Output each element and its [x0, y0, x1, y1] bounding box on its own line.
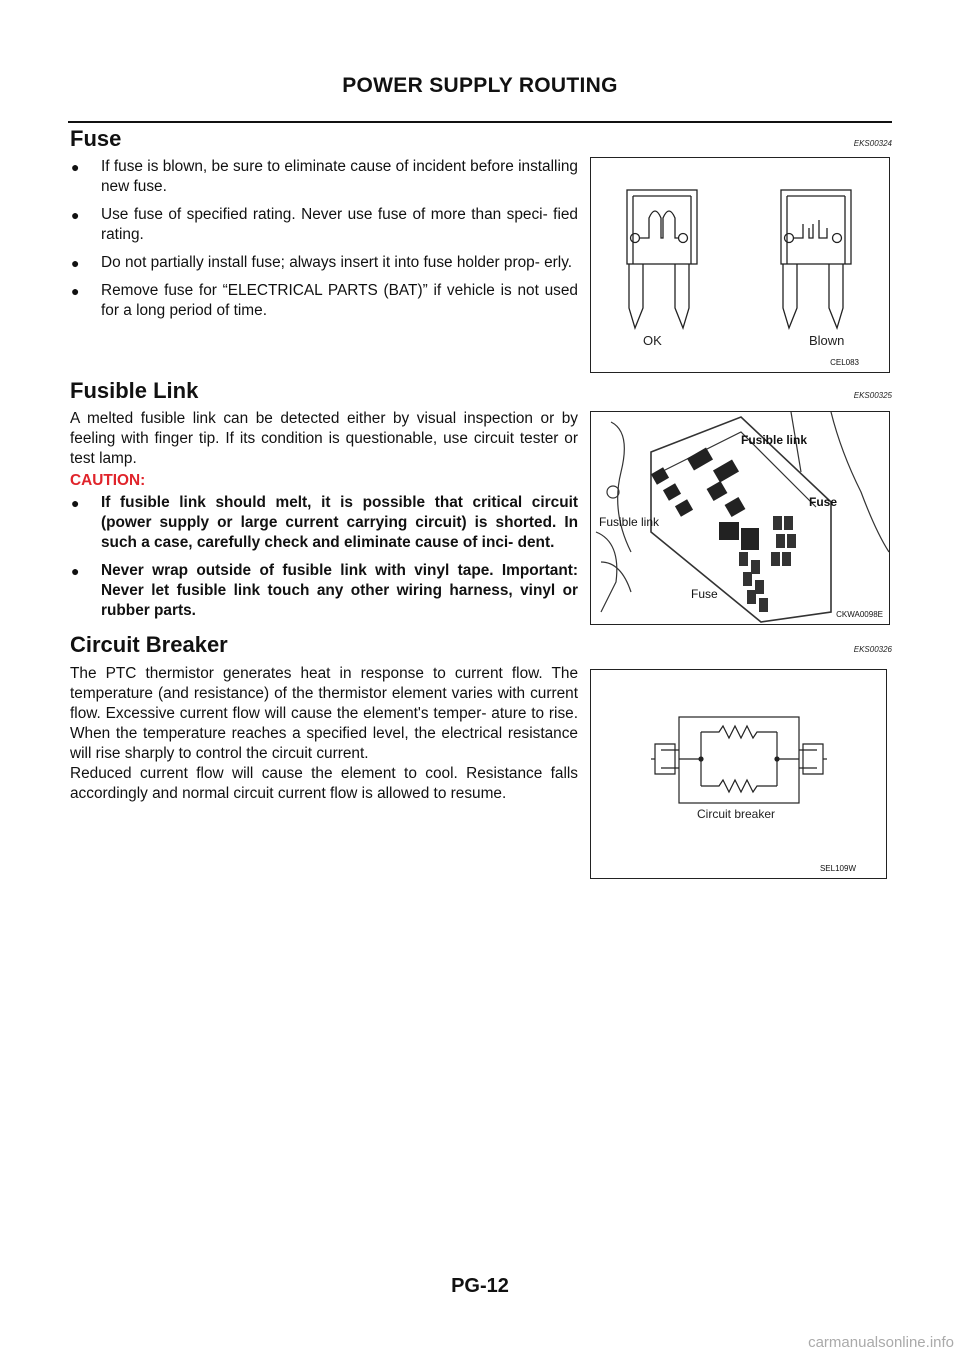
list-item: ● Never wrap outside of fusible link with vinyl tape. Important: Never let fusible link touch any other wiring harness, vinyl or rubber parts. [71, 562, 578, 619]
circuit-breaker-figure [590, 669, 887, 879]
circuit-breaker-label: Circuit breaker [697, 807, 776, 821]
fusible-link-left-label: Fusible link [599, 515, 660, 529]
bullet-icon: ● [71, 159, 80, 175]
bullet-icon: ● [71, 563, 80, 579]
fuse-text [70, 157, 578, 329]
fuse-section-title: Fuse [70, 126, 122, 151]
fusible-link-figure-code: CKWA0098E [836, 610, 883, 619]
bullet-icon: ● [71, 255, 80, 271]
list-item: ● Use fuse of specified rating. Never use fuse of more than speci- fied rating. [71, 206, 578, 243]
fuse-blown-label: Blown [809, 333, 845, 348]
circuit-breaker-para-2: Reduced current flow will cause the element to cool. Resistance falls accordingly and normal circuit current flow is allowed to resume. [70, 765, 578, 802]
bullet-icon: ● [71, 283, 80, 299]
list-item: ● Remove fuse for “ELECTRICAL PARTS (BAT)” if vehicle is not used for a long period of time. [71, 282, 578, 319]
fuse-right-label: Fuse [809, 495, 838, 509]
bullet-icon: ● [71, 207, 80, 223]
fuse-ok-label: OK [643, 333, 662, 348]
circuit-breaker-diagram [591, 670, 886, 878]
watermark: carmanualsonline.info [808, 1334, 954, 1351]
fusible-link-text [70, 409, 578, 629]
list-item: ● If fuse is blown, be sure to eliminate cause of incident before installing new fuse. [71, 158, 578, 195]
fusible-link-figure [590, 411, 890, 625]
fuse-diagram [591, 158, 889, 372]
fuse-bullet-list [70, 157, 578, 321]
header-rule [68, 121, 892, 123]
circuit-breaker-section-code: EKS00326 [853, 645, 892, 654]
fuse-box-photo [591, 412, 889, 624]
page-number: PG-12 [451, 1275, 509, 1297]
circuit-breaker-text [70, 664, 578, 804]
fuse-figure [590, 157, 890, 373]
fusible-link-section-title: Fusible Link [70, 378, 199, 403]
fuse-section-code: EKS00324 [853, 139, 892, 148]
page-header-title: POWER SUPPLY ROUTING [342, 74, 618, 97]
circuit-breaker-para-1: The PTC thermistor generates heat in response to current flow. The temperature (and resistance) of the thermistor element varies with current flow. Excessive current flow will cause the element's temper- ature to rise. When the temperature reaches a specified level, the electrical resistance will rise sharply to control the circuit current. [70, 665, 578, 762]
fusible-link-section-code: EKS00325 [853, 391, 892, 400]
fusible-link-top-label: Fusible link [741, 433, 808, 447]
bullet-icon: ● [71, 495, 80, 511]
list-item: ● Do not partially install fuse; always insert it into fuse holder prop- erly. [71, 254, 573, 271]
caution-label: CAUTION: [70, 472, 146, 489]
fuse-figure-code: CEL083 [830, 358, 859, 367]
caution-bullet-list [70, 493, 578, 621]
circuit-breaker-figure-code: SEL109W [819, 864, 856, 873]
fuse-bottom-label: Fuse [691, 587, 718, 601]
fusible-link-intro: A melted fusible link can be detected either by visual inspection or by feeling with finger tip. If its condition is questionable, use circuit tester or test lamp. [70, 410, 578, 467]
list-item: ● If fusible link should melt, it is possible that critical circuit (power supply or large current carrying circuit) is shorted. In such a case, carefully check and eliminate cause of inci- dent. [71, 494, 578, 551]
circuit-breaker-section-title: Circuit Breaker [70, 632, 228, 657]
